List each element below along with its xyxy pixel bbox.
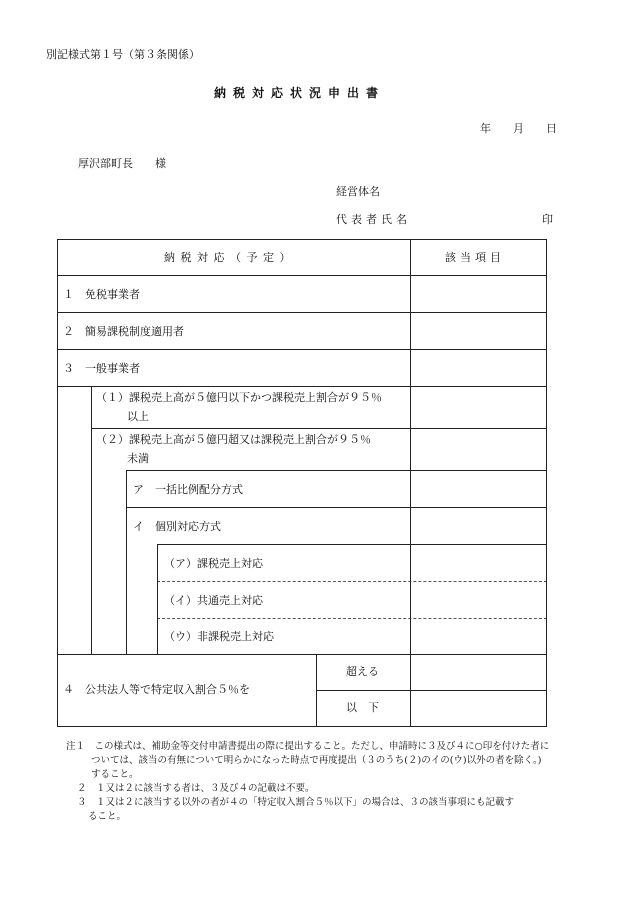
row-exceeds: 超える [346,665,379,678]
form-number: 別記様式第１号（第３条関係） [46,48,200,61]
note-1-line1: 注１ この様式は、補助金等交付申請書提出の際に提出すること。ただし、申請時に３及び４に○印を付けた者に [66,741,550,752]
note-1-line3: すること。 [91,769,139,780]
table-indent-line [91,386,92,654]
table-dashed-rule [157,618,547,619]
table-border-bottom [57,726,547,727]
business-name-label: 経営体名 [336,185,380,198]
representative-label: 代表者氏名 [336,213,411,226]
table-rule [57,312,547,313]
seal-mark: 印 [542,213,553,226]
note-1-line2: ついては、該当の有無について明らかになった時点で再度提出（３のうち(２)のイの(ウ)以外の者を除く。) [91,755,542,766]
row-or-below: 以 下 [346,701,379,714]
form-title: 納税対応状況申出書 [214,86,386,100]
table-rule [126,507,547,508]
row-3-2-line1: （２）課税売上高が５億円超又は課税売上割合が９５％ [96,433,371,446]
table-rule [316,690,547,691]
header-applicable-item: 該当項目 [445,251,505,264]
row-tax-exempt: １ 免税事業者 [63,288,140,301]
table-rule [57,349,547,350]
notes-section [66,740,549,824]
row-nontaxable-sales: （ウ）非課税売上対応 [164,630,274,643]
row-individual-method: イ 個別対応方式 [133,520,221,533]
row-general-business: ３ 一般事業者 [63,362,140,375]
table-column-divider [410,239,411,727]
header-tax-response: 納 税 対 応 （ 予 定 ） [164,251,292,264]
row-lump-sum-method: ア 一括比例配分方式 [133,483,243,496]
row-3-1-line2: 以上 [127,410,149,423]
table-dashed-rule [157,581,547,582]
row-simplified-tax: ２ 簡易課税制度適用者 [63,325,184,338]
table-rule [91,428,547,429]
table-indent-line [126,470,127,654]
table-rule [157,544,547,545]
addressee: 厚沢部町長 様 [78,157,166,170]
table-rule [57,386,547,387]
table-sub-divider [316,654,317,726]
row-3-2-line2: 未満 [127,452,149,465]
note-3-line2: ること。 [88,811,127,822]
row-taxable-sales: （ア）課税売上対応 [164,557,263,570]
row-common-sales: （イ）共通売上対応 [164,594,263,607]
note-2: ２ １又は２に該当する者は、３及び４の記載は不要。 [77,783,315,794]
table-indent-line [157,544,158,654]
table-border-right [546,239,547,727]
row-public-corporation: ４ 公共法人等で特定収入割合５％を [63,683,250,696]
table-border-left [57,239,58,727]
note-3-line1: ３ １又は２に該当する以外の者が４の「特定収入割合５％以下」の場合は、３の該当事項にも記載す [77,797,515,808]
table-border-top [57,239,547,240]
date-line: 年 月 日 [480,122,557,135]
table-rule [57,654,547,655]
table-rule [57,275,547,276]
table-rule [126,470,547,471]
row-3-1-line1: （１）課税売上高が５億円以下かつ課税売上割合が９５％ [96,391,382,404]
